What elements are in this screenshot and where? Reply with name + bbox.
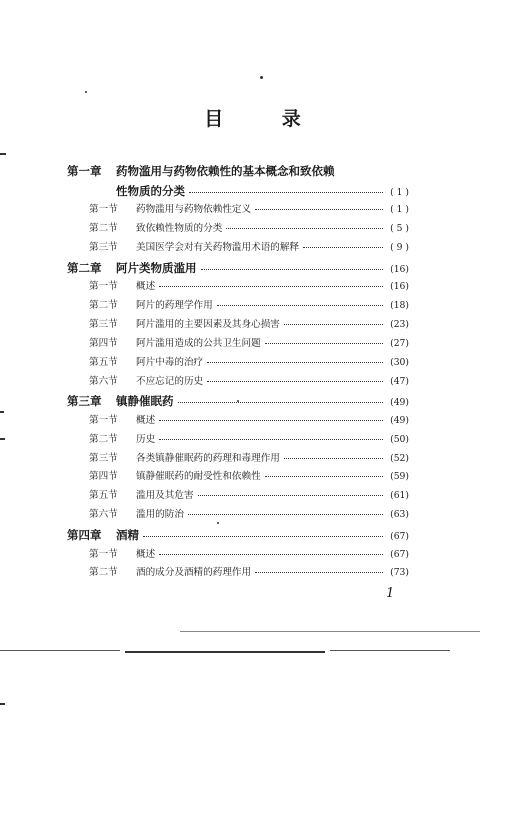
toc-section-row (67, 373, 409, 392)
toc-section-row (67, 564, 409, 583)
toc-section-row (67, 354, 409, 373)
section-number: 第六节 (89, 375, 118, 387)
section-number: 第三节 (89, 241, 118, 253)
section-title: 历史 (136, 433, 156, 445)
section-title: 阿片的药理学作用 (136, 299, 213, 311)
scan-rule (0, 650, 120, 651)
chapter-number: 第二章 (67, 260, 102, 275)
toc-section-row (67, 506, 409, 525)
section-number: 第一节 (89, 281, 118, 293)
section-title: 镇静催眠药的耐受性和依赖性 (136, 471, 261, 483)
dot-leader (159, 439, 383, 440)
dot-leader (159, 420, 383, 421)
chapter-title: 药物滥用与药物依赖性的基本概念和致依赖 (116, 164, 335, 178)
dot-leader (188, 514, 383, 515)
section-title: 不应忘记的历史 (136, 375, 204, 387)
dot-leader (255, 209, 383, 210)
dot-leader (255, 572, 383, 573)
toc-page-number: (49) (390, 397, 409, 409)
scan-speck (0, 703, 5, 705)
section-title: 概述 (136, 548, 156, 560)
toc-page-number: (59) (390, 471, 409, 483)
section-number: 第二节 (89, 433, 118, 445)
section-number: 第二节 (89, 299, 118, 311)
scan-rule (180, 631, 480, 632)
toc-page-number: (16) (390, 281, 409, 293)
section-title: 概述 (136, 414, 156, 426)
toc-section-row (67, 412, 409, 431)
chapter-number: 第三章 (67, 394, 102, 409)
toc-section-row (67, 220, 409, 239)
page-number: 1 (386, 586, 395, 601)
toc-page-number: (67) (390, 531, 409, 543)
dot-leader (159, 554, 383, 555)
toc-page-number: (61) (390, 490, 409, 502)
chapter-title: 镇静催眠药 (116, 394, 174, 409)
toc-page-number: ( 1 ) (390, 204, 409, 215)
section-title: 致依赖性物质的分类 (136, 222, 223, 234)
section-number: 第一节 (89, 204, 118, 215)
section-number: 第二节 (89, 222, 118, 234)
section-number: 第四节 (89, 471, 118, 483)
toc-section-row (67, 297, 409, 316)
toc-section-row (67, 201, 409, 220)
scan-rule (330, 650, 450, 651)
dot-leader (207, 362, 383, 363)
chapter-title: 性物质的分类 (116, 184, 185, 198)
toc-chapter-continuation-row (67, 182, 409, 201)
toc-page-number: ( 9 ) (390, 241, 409, 253)
section-title: 阿片滥用的主要因素及其身心损害 (136, 318, 280, 330)
section-number: 第六节 (89, 509, 118, 521)
toc-page-number: (50) (390, 433, 409, 445)
toc-page-number: (30) (390, 356, 409, 368)
toc-page-number: (63) (390, 509, 409, 521)
dot-leader (201, 269, 384, 270)
dot-leader (143, 536, 383, 537)
scan-speck (237, 400, 239, 402)
toc-section-row (67, 431, 409, 450)
chapter-number: 第四章 (67, 528, 102, 543)
section-number: 第一节 (89, 414, 118, 426)
scan-speck (0, 153, 6, 155)
chapter-title: 阿片类物质滥用 (116, 260, 197, 275)
dot-leader (189, 192, 383, 193)
chapter-number: 第一章 (67, 164, 102, 178)
dot-leader (284, 324, 383, 325)
scan-speck (217, 522, 219, 524)
section-number: 第一节 (89, 548, 118, 560)
section-title: 美国医学会对有关药物滥用术语的解释 (136, 241, 300, 253)
toc-section-row (67, 316, 409, 335)
dot-leader (178, 402, 384, 403)
toc-section-row (67, 239, 409, 258)
section-title: 滥用及其危害 (136, 490, 194, 502)
section-title: 酒的成分及酒精的药理作用 (136, 567, 252, 579)
section-number: 第二节 (89, 567, 118, 579)
toc-section-row (67, 335, 409, 354)
toc-page-number: (23) (390, 318, 409, 330)
page-title: 目 录 (204, 108, 327, 130)
toc-section-row (67, 487, 409, 506)
toc-chapter-row (67, 525, 409, 545)
toc-page-number: (52) (390, 452, 409, 464)
toc-chapter-row (67, 160, 409, 182)
section-number: 第四节 (89, 337, 118, 349)
scan-speck (0, 438, 5, 440)
toc-section-row (67, 468, 409, 487)
table-of-contents (67, 160, 409, 583)
section-number: 第五节 (89, 356, 118, 368)
scan-speck (260, 76, 263, 79)
dot-leader (207, 381, 383, 382)
dot-leader (303, 247, 383, 248)
section-number: 第三节 (89, 318, 118, 330)
scan-rule (125, 651, 325, 653)
section-title: 阿片滥用造成的公共卫生问题 (136, 337, 261, 349)
section-title: 滥用的防治 (136, 509, 184, 521)
toc-chapter-row (67, 258, 409, 278)
section-title: 药物滥用与药物依赖性定义 (136, 204, 252, 215)
toc-page-number: (67) (390, 548, 409, 560)
section-title: 各类镇静催眠药的药理和毒理作用 (136, 452, 280, 464)
dot-leader (159, 286, 383, 287)
chapter-title: 酒精 (116, 528, 139, 543)
dot-leader (198, 495, 383, 496)
toc-page-number: (49) (390, 414, 409, 426)
section-title: 阿片中毒的治疗 (136, 356, 204, 368)
toc-section-row (67, 546, 409, 565)
toc-page-number: ( 5 ) (390, 222, 409, 234)
toc-page-number: ( 1 ) (390, 187, 409, 198)
dot-leader (284, 458, 383, 459)
toc-page-number: (73) (390, 567, 409, 579)
scan-speck (85, 91, 87, 93)
section-title: 概述 (136, 281, 156, 293)
dot-leader (265, 476, 383, 477)
section-number: 第五节 (89, 490, 118, 502)
toc-page-number: (27) (390, 337, 409, 349)
toc-page-number: (16) (390, 263, 409, 275)
dot-leader (226, 228, 383, 229)
section-number: 第三节 (89, 452, 118, 464)
dot-leader (217, 305, 383, 306)
toc-section-row (67, 278, 409, 297)
toc-page-number: (47) (390, 375, 409, 387)
scan-speck (0, 411, 4, 413)
toc-section-row (67, 450, 409, 469)
dot-leader (265, 343, 383, 344)
toc-page-number: (18) (390, 299, 409, 311)
